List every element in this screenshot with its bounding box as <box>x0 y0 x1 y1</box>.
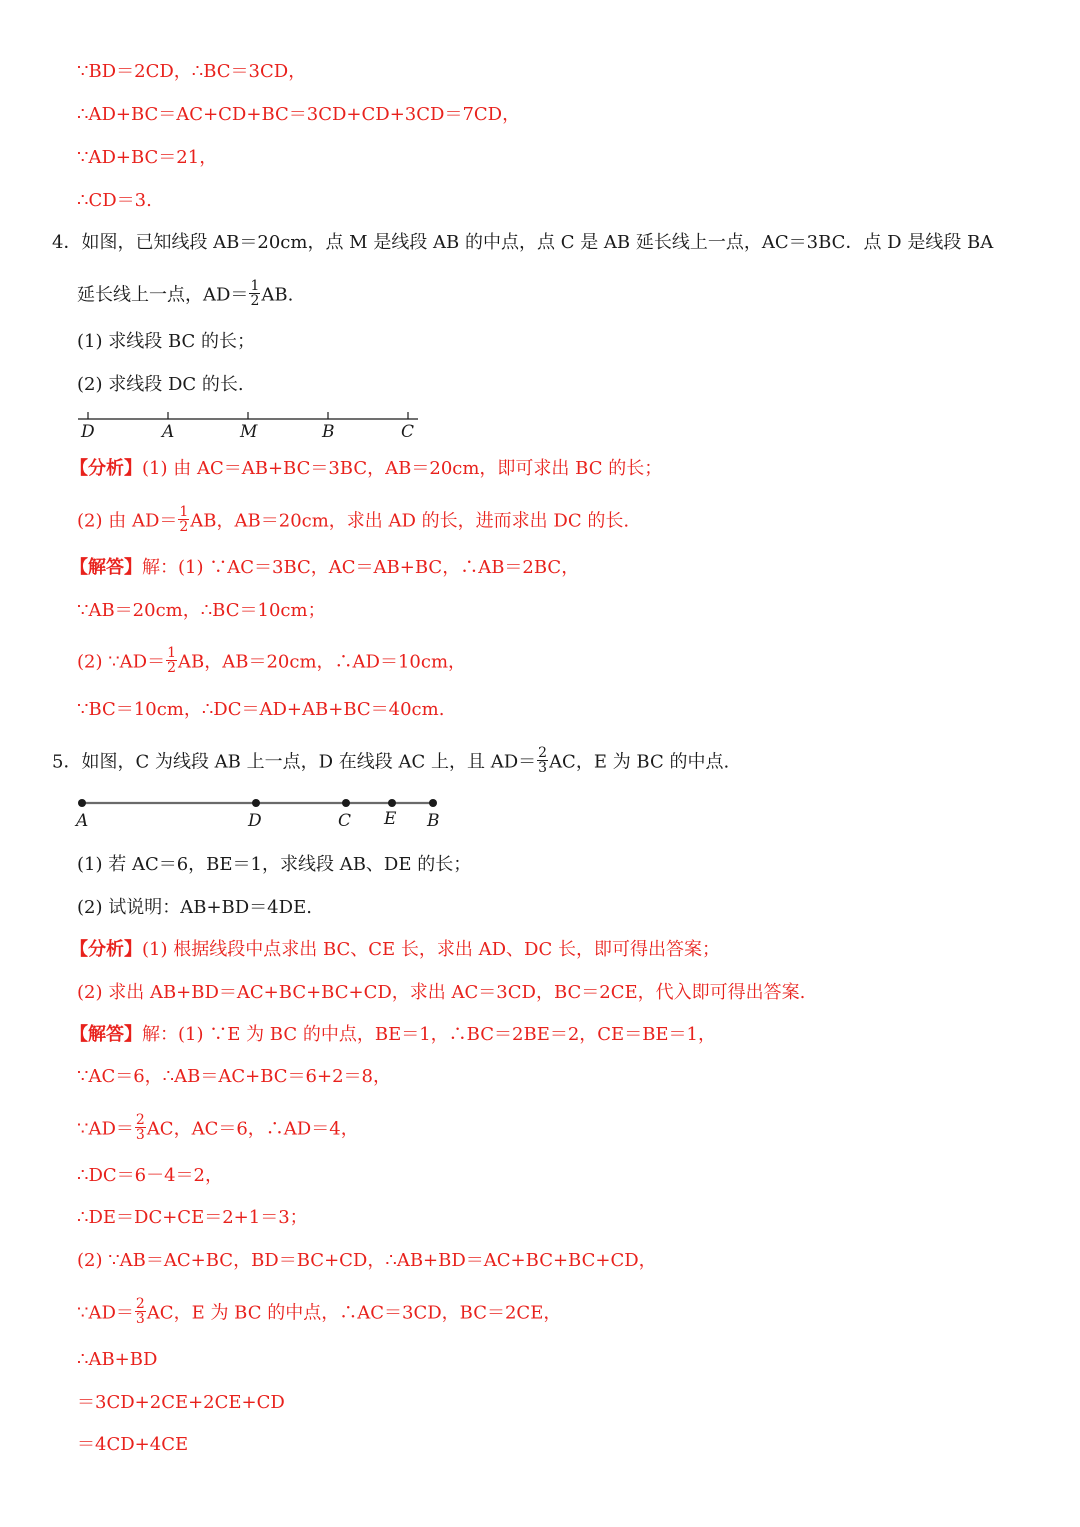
q4-sub-question-2: (2) 求线段 DC 的长. <box>77 374 244 395</box>
q5-answer-text-3b: AC，AC＝6，∴AD＝4， <box>146 1118 359 1140</box>
q4-answer-text-3b: AB，AB＝20cm，∴AD＝10cm， <box>178 651 467 673</box>
q5-sub-question-2: (2) 试说明：AB+BD＝4DE. <box>77 897 312 918</box>
q4-answer-text-3a: (2) ∵AD＝ <box>77 651 166 673</box>
q5-segment-figure <box>70 790 450 832</box>
q5-point-a: A <box>76 811 89 831</box>
q5-stem-text-a: 5．如图，C 为线段 AB 上一点，D 在线段 AC 上，且 AD＝ <box>52 751 537 773</box>
q4-fraction-num: 1 <box>250 278 260 294</box>
q4-analysis-fraction <box>178 505 189 534</box>
q5-answer-text-7b: AC，E 为 BC 的中点，∴AC＝3CD，BC＝2CE， <box>146 1302 562 1324</box>
q4-answer-2: ∵AB＝20cm，∴BC＝10cm； <box>77 600 326 621</box>
q5-point-b-dot <box>429 799 437 807</box>
q5-analysis-2: (2) 求出 AB+BD＝AC+BC+BC+CD，求出 AC＝3CD，BC＝2CE，代入即可得出答案. <box>77 982 806 1003</box>
q5-point-d-dot <box>252 799 260 807</box>
q5-analysis-1 <box>70 938 720 962</box>
q5-fraction-den: 3 <box>538 760 548 776</box>
q5-fraction-num: 2 <box>538 745 548 761</box>
prev-line-4: ∴CD＝3. <box>77 190 152 211</box>
q4-analysis-text-1: (1) 由 AC＝AB+BC＝3BC，AB＝20cm，即可求出 BC 的长； <box>142 458 663 479</box>
q4-answer-tag: 【解答】 <box>70 557 142 578</box>
q4-analysis-text-2b: AB，AB＝20cm，求出 AD 的长，进而求出 DC 的长. <box>190 510 630 532</box>
q4-point-m: M <box>240 422 258 442</box>
q5-point-e: E <box>384 809 397 829</box>
q5-answer-fraction-2 <box>135 1297 146 1326</box>
q5-answer-text-7a: ∵AD＝ <box>77 1302 134 1324</box>
q5-answer-7 <box>77 1296 562 1328</box>
prev-line-3: ∵AD+BC＝21， <box>77 147 218 168</box>
q5-point-c-dot <box>342 799 350 807</box>
q4-answer-fraction-den: 2 <box>167 660 177 676</box>
q4-analysis-fraction-num: 1 <box>179 504 189 520</box>
q5-answer-tag: 【解答】 <box>70 1024 142 1045</box>
q5-point-a-dot <box>78 799 86 807</box>
q5-point-b: B <box>427 811 440 831</box>
q5-answer-text-1: 解：(1) ∵E 为 BC 的中点，BE＝1，∴BC＝2BE＝2，CE＝BE＝1， <box>142 1024 717 1045</box>
q4-point-d: D <box>81 422 95 442</box>
q5-answer-fraction-2-den: 3 <box>135 1311 145 1327</box>
q4-point-b: B <box>322 422 335 442</box>
q5-analysis-text-1: (1) 根据线段中点求出 BC、CE 长，求出 AD、DC 长，即可得出答案； <box>142 939 720 960</box>
q5-point-e-dot <box>388 799 396 807</box>
q5-answer-fraction-2-num: 2 <box>135 1296 145 1312</box>
q4-stem-line-1: 4．如图，已知线段 AB＝20cm，点 M 是线段 AB 的中点，点 C 是 AB 延长线上一点，AC＝3BC．点 D 是线段 BA <box>52 232 994 253</box>
q5-answer-fraction-1 <box>135 1113 146 1142</box>
q4-analysis-tag: 【分析】 <box>70 458 142 479</box>
prev-line-1: ∵BD＝2CD，∴BC＝3CD， <box>77 61 307 82</box>
q4-answer-4: ∵BC＝10cm，∴DC＝AD+AB+BC＝40cm. <box>77 699 445 720</box>
q4-answer-1 <box>70 556 579 580</box>
q4-analysis-text-2a: (2) 由 AD＝ <box>77 510 178 532</box>
q4-answer-3 <box>77 645 467 677</box>
q4-answer-fraction <box>166 646 177 675</box>
q4-analysis-1 <box>70 457 662 481</box>
q5-stem-text-b: AC，E 为 BC 的中点. <box>549 751 730 773</box>
q5-stem <box>52 745 730 777</box>
q5-answer-6: (2) ∵AB＝AC+BC，BD＝BC+CD，∴AB+BD＝AC+BC+BC+CD， <box>77 1250 657 1271</box>
q4-segment-figure <box>70 405 430 445</box>
q5-answer-1 <box>70 1023 716 1047</box>
q5-answer-9: ＝3CD+2CE+2CE+CD <box>77 1392 285 1413</box>
q4-stem-line-2 <box>77 278 294 310</box>
q5-answer-5: ∴DE＝DC+CE＝2+1＝3； <box>77 1207 308 1228</box>
q5-answer-8: ∴AB+BD <box>77 1349 158 1370</box>
q5-point-d: D <box>248 811 262 831</box>
q4-analysis-fraction-den: 2 <box>179 519 189 535</box>
q4-stem-text-b: AB. <box>261 284 294 306</box>
q4-point-a: A <box>162 422 175 442</box>
q4-answer-text-1: 解：(1) ∵AC＝3BC，AC＝AB+BC，∴AB＝2BC， <box>142 557 580 578</box>
q4-fraction <box>249 279 260 308</box>
q4-sub-question-1: (1) 求线段 BC 的长； <box>77 331 255 352</box>
q5-fraction <box>537 746 548 775</box>
q5-answer-text-3a: ∵AD＝ <box>77 1118 134 1140</box>
q5-answer-4: ∴DC＝6－4＝2， <box>77 1165 224 1186</box>
q5-sub-question-1: (1) 若 AC＝6，BE＝1，求线段 AB、DE 的长； <box>77 854 472 875</box>
q5-analysis-tag: 【分析】 <box>70 939 142 960</box>
q4-stem-text-a: 延长线上一点，AD＝ <box>77 284 249 306</box>
q5-point-c: C <box>338 811 352 831</box>
q5-answer-3 <box>77 1112 359 1144</box>
q5-answer-fraction-1-num: 2 <box>135 1112 145 1128</box>
q4-point-c: C <box>401 422 415 442</box>
prev-line-2: ∴AD+BC＝AC+CD+BC＝3CD+CD+3CD＝7CD， <box>77 104 521 125</box>
q5-answer-fraction-1-den: 3 <box>135 1127 145 1143</box>
q5-answer-2: ∵AC＝6，∴AB＝AC+BC＝6+2＝8， <box>77 1066 391 1087</box>
q4-fraction-den: 2 <box>250 293 260 309</box>
q4-answer-fraction-num: 1 <box>167 645 177 661</box>
q5-answer-10: ＝4CD+4CE <box>77 1434 189 1455</box>
q4-analysis-2 <box>77 504 630 536</box>
